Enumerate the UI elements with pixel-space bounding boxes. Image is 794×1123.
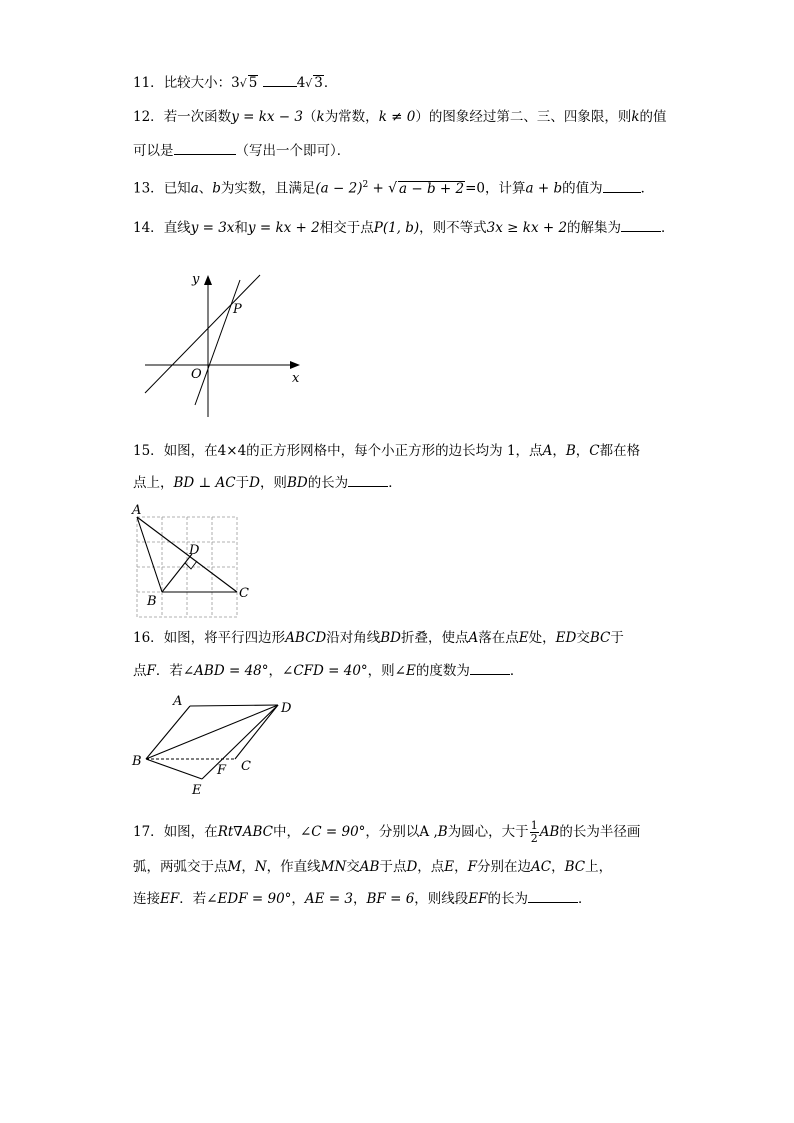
math-expr: Rt∇ABC [217,824,273,840]
q-text: 的度数为 [415,663,470,679]
q-text: ． [578,891,592,907]
q-text: + [368,180,389,197]
q-text: ． [323,75,338,91]
label-d: D [281,701,292,716]
math-expr: y = 3x [190,220,235,236]
q-text: 已知 [163,180,191,197]
math-expr: k ≠ 0 [378,109,416,125]
q-text: ．若 [179,891,207,907]
q-text: ，分别以A , [365,824,438,840]
math-expr: P(1, b) [373,220,420,236]
math-expr: ∠CFD = 40° [282,663,368,679]
q-text: 为常数， [324,109,379,125]
question-12-line2 [133,140,350,161]
q-text: ， [552,443,566,459]
q-text: 如图，在4×4的正方形网格中，每个小正方形的边长均为 1，点 [163,443,543,459]
math-var: F [146,663,156,679]
question-17-line2 [133,857,612,877]
q-text: 的长为 [307,475,349,491]
q-text: 的长为半径画 [559,824,641,840]
radicand: 3 [314,75,323,91]
q-number: 17． [133,824,164,840]
answer-blank[interactable] [528,888,578,903]
q-text: 的值 [639,109,667,125]
numerator: 1 [530,819,538,832]
math-expr: (a − 2) [315,180,363,197]
radicand: 5 [248,75,258,91]
q-text: 落在点 [478,630,519,646]
q-text: ． [640,180,655,197]
math-var: BC [589,630,611,646]
question-16 [133,628,624,648]
q-text: ， [268,663,283,679]
q-text: 4 [296,75,306,91]
math-expr: y = kx + 2 [247,220,320,236]
question-16-line2 [133,660,523,681]
q-number: 12． [133,109,164,125]
q-text: 交 [576,630,590,646]
label-b: B [132,754,142,769]
q-text: 若一次函数 [163,109,232,125]
math-var: AB [539,824,560,840]
q-text: 分别在边 [477,859,532,875]
q-text: ， [353,891,367,907]
answer-blank[interactable] [263,72,297,87]
math-var: N [254,859,267,875]
label-e: E [192,783,202,798]
q-text: 于 [235,475,250,491]
math-var: BD [380,630,402,646]
label-c: C [241,759,251,774]
math-var: EF [468,891,488,907]
question-14 [133,217,675,238]
q-text: 点 [133,663,147,679]
math-expr: ∠E [394,663,416,679]
answer-blank[interactable] [348,472,388,487]
q-text: ，作直线 [266,859,321,875]
label-a: A [173,694,183,709]
label-a: A [132,503,142,518]
math-var: BC [564,859,586,875]
q-text: 连接 [133,891,160,907]
math-expr: BF = 6 [366,891,415,907]
math-var: a [190,180,199,197]
math-expr: 3x ≥ kx + 2 [486,220,568,236]
math-var: A [468,630,479,646]
label-b: B [147,594,157,609]
math-var: EF [160,891,180,907]
q-text: 处， [528,630,556,646]
math-var: C [589,443,600,459]
question-15-line2 [133,472,402,493]
q-text: ，则线段 [414,891,469,907]
math-expr: a + b [525,180,563,197]
math-var: MN [320,859,347,875]
q-text: 交 [346,859,360,875]
q-text: ． [388,475,402,491]
q-number: 16． [133,630,164,646]
answer-blank[interactable] [603,178,641,193]
math-var: B [437,824,448,840]
math-var: D [249,475,260,491]
question-12 [133,107,667,127]
math-var: D [406,859,418,875]
line-y-3x [195,280,240,405]
question-13: 13．已知a、b为实数，且满足$(a - 2)^2$ + √ a − b + 2=0，计算a + b的值为 ． [133,175,654,199]
q-text: 中， [272,824,300,840]
q-text: ，则 [367,663,395,679]
label-x: x [292,371,300,386]
q-text: 为实数，且满足 [220,180,316,197]
label-y: y [192,272,200,287]
q-text: 沿对角线 [326,630,381,646]
math-expr: BD ⊥ AC [173,475,236,491]
math-var: ABCD [285,630,327,646]
math-var: A [542,443,553,459]
math-expr: ∠C = 90° [299,824,366,840]
q-text: ，则 [259,475,287,491]
q-text: ）的图象经过第二、三、四象限，则 [415,109,632,125]
q-text: 点上， [133,475,174,491]
q-text: 于点 [379,859,407,875]
q-text: 折叠，使点 [401,630,469,646]
label-origin: O [191,367,202,382]
question-17 [133,819,640,845]
math-expr: y = kx − 3 [231,109,303,125]
q-text: ． [509,663,524,679]
math-var: AB [359,859,380,875]
label-p: P [233,302,242,317]
q-number: 11． [133,75,164,91]
q-text: 直线 [163,220,191,236]
question-11: 11．比较大小：3√ 5 4√ 3． [133,72,337,94]
q-text: （写出一个即可）． [235,143,351,159]
q-text: 比较大小：3 [163,75,240,91]
q-text: 于 [610,630,624,646]
q-text: ，则不等式 [419,220,487,236]
q-text: ．若 [155,663,183,679]
q-text: 的长为 [487,891,529,907]
math-var: AC [531,859,552,875]
label-d: D [189,543,200,558]
math-var: B [565,443,576,459]
q-text: 如图，在 [163,824,218,840]
figure-15-grid [130,502,260,620]
math-var: b [212,180,221,197]
math-expr: AE = 3 [304,891,354,907]
x-axis-arrow [290,361,300,369]
math-var: M [227,859,242,875]
q-text: =0，计算 [465,180,526,197]
q-text: ， [454,859,468,875]
q-text: ， [551,859,565,875]
q-text: （ [303,109,317,125]
y-axis-arrow [204,275,212,285]
q-text: 都在格 [599,443,641,459]
q-text: 上， [585,859,613,875]
q-text: ． [661,220,675,236]
q-text: ， [291,891,305,907]
q-text: 可以是 [133,143,174,159]
q-text: 如图，将平行四边形 [163,630,286,646]
label-f: F [217,763,227,778]
q-text: ，点 [417,859,445,875]
radicand: a − b + 2 [399,180,465,197]
q-text: 弧，两弧交于点 [133,859,228,875]
math-var: k [316,109,325,125]
q-number: 13． [133,180,164,197]
exponent: 2 [362,180,369,190]
math-var: F [467,859,478,875]
math-var: k [631,109,640,125]
question-15 [133,441,640,461]
q-text: ， [575,443,590,459]
math-expr: ∠ABD = 48° [182,663,269,679]
answer-blank[interactable] [621,217,661,232]
line-y-kx-2 [145,275,260,393]
figure-16-parallelogram [128,688,308,800]
math-var: BD [286,475,308,491]
math-var: E [444,859,455,875]
denominator: 2 [530,832,538,845]
q-text: 的值为 [562,180,603,197]
answer-blank[interactable] [470,660,510,675]
q-number: 14． [133,220,164,236]
q-text: 为圆心，大于 [447,824,529,840]
label-c: C [239,586,249,601]
math-var: ED [555,630,577,646]
math-expr: ∠EDF = 90° [206,891,292,907]
figure-14-graph [140,265,310,425]
q-text: 的解集为 [567,220,622,236]
question-17-line3 [133,888,592,909]
parallelogram-shape [146,705,278,779]
math-var: E [518,630,529,646]
q-text: ， [241,859,255,875]
q-text: 、 [198,180,213,197]
fraction-half [530,820,539,845]
answer-blank[interactable] [174,140,236,155]
q-text: 和 [234,220,248,236]
q-text: 相交于点 [319,220,374,236]
q-number: 15． [133,443,164,459]
